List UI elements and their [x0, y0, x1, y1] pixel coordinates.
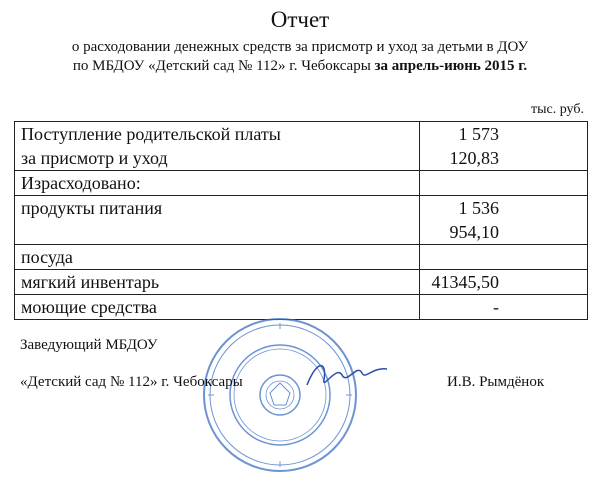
subtitle-organization: по МБДОУ «Детский сад № 112» г. Чебоксары: [72, 58, 375, 74]
signatory-position-line-1: Заведующий МБДОУ: [20, 337, 158, 353]
row-label: мягкий инвентарь: [15, 270, 420, 295]
row-label: посуда: [15, 245, 420, 270]
table-row: [15, 122, 588, 171]
document-subtitle: [0, 38, 600, 76]
expense-table: [14, 121, 588, 320]
units-label: тыс. руб.: [531, 102, 584, 117]
document-title: Отчет: [270, 7, 330, 32]
row-label-line-1: Поступление родительской платы: [21, 124, 281, 144]
row-value: [420, 171, 588, 196]
table-row: [15, 270, 588, 295]
table-row: [15, 171, 588, 196]
row-value: -: [420, 295, 588, 320]
signatory-name: И.В. Рымдёнок: [447, 374, 545, 390]
row-value: 41345,50: [420, 270, 588, 295]
round-seal-icon: [200, 315, 360, 475]
row-value: 1 536 954,10: [420, 196, 588, 245]
row-value: [420, 245, 588, 270]
table-row: [15, 245, 588, 270]
row-label: [15, 122, 420, 171]
row-label: Израсходовано:: [15, 171, 420, 196]
table-row: [15, 196, 588, 245]
subtitle-line-1: о расходовании денежных средств за присмотр и уход за детьми в ДОУ: [71, 39, 529, 55]
subtitle-line-2: [0, 57, 600, 76]
row-label-line-2: за присмотр и уход: [21, 148, 168, 168]
row-value: 1 573 120,83: [420, 122, 588, 171]
signature-scribble-icon: [302, 355, 392, 395]
subtitle-period: за апрель-июнь 2015 г.: [374, 58, 528, 74]
row-label: моющие средства: [15, 295, 420, 320]
row-label: продукты питания: [15, 196, 420, 245]
signatory-position-line-2: «Детский сад № 112» г. Чебоксары: [20, 374, 243, 390]
